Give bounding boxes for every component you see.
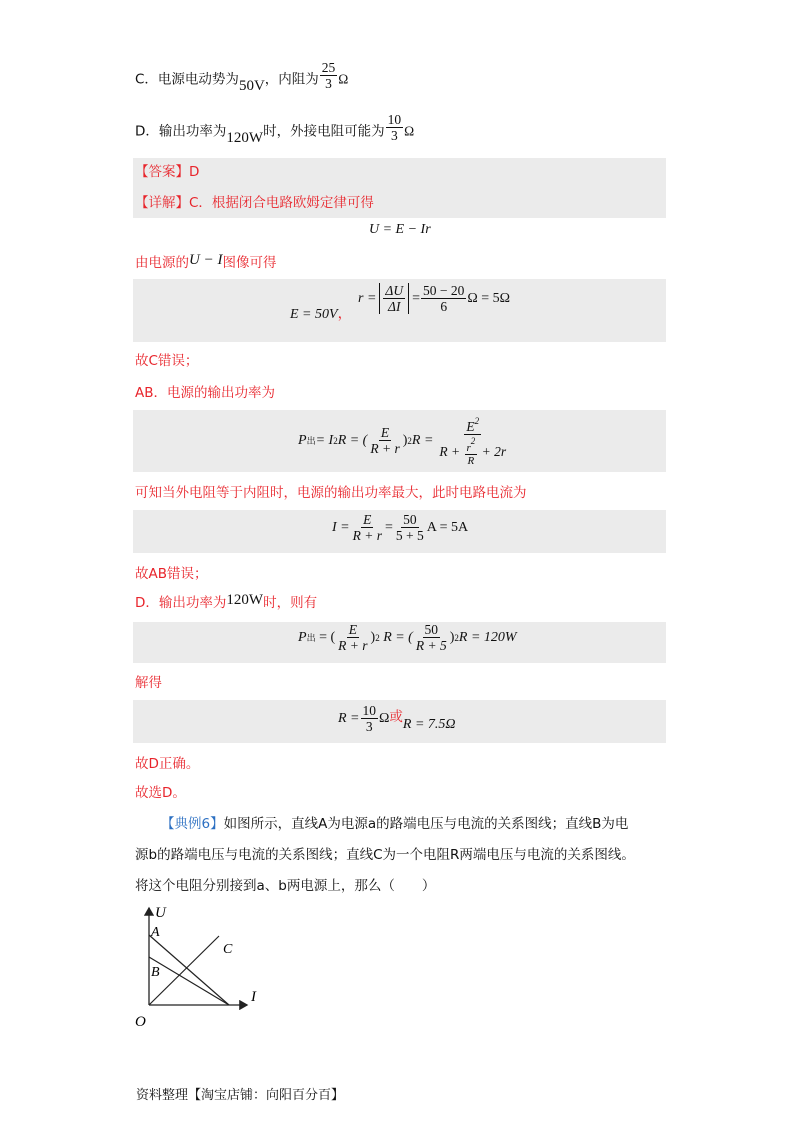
max-power-line: 可知当外电阻等于内阻时，电源的输出功率最大，此时电路电流为 (135, 485, 527, 501)
equation-emf (290, 303, 352, 323)
c-wrong: 故C错误； (135, 353, 199, 369)
answer-value: D (189, 164, 200, 180)
d-prefix: D．输出功率为 (135, 595, 227, 611)
d-line (135, 594, 317, 612)
option-c-emf: 50V (238, 77, 265, 94)
answer-label: 【答案】 (135, 164, 189, 180)
option-c-unit: Ω (338, 71, 349, 87)
a-label: A (151, 925, 160, 940)
ab-wrong: 故AB错误； (135, 566, 208, 582)
three-den: 3 (365, 719, 373, 734)
option-c-fraction (320, 60, 338, 91)
equation-output-power: P 出 = I 2 R = ( $\frac{E}{R + r}$ ) 2 R = $E^2$ R + $\frac{r^2}{R}$ + 2r (298, 416, 507, 467)
option-d (135, 112, 415, 147)
sum-den: 5 + 5 (395, 528, 424, 543)
r-eq: R = (411, 432, 434, 448)
option-d-mid: 时，外接电阻可能为 (263, 123, 385, 140)
equation-resistance: r = $\frac{\Delta U}{\Delta I}$ = $\frac{50 - 20}{6}$ Ω = 5Ω (358, 283, 511, 314)
i-lhs: I = (332, 519, 350, 535)
answer-line (135, 163, 199, 181)
or-word: 或 (389, 708, 403, 725)
r-lhs: R = (338, 710, 360, 726)
fifty-num: 50 (403, 512, 417, 527)
ten-num: 10 (362, 703, 376, 718)
example-text-3: 将这个电阻分别接到a、b两电源上，那么（ ） (135, 878, 436, 894)
ui-graph (125, 900, 275, 1035)
rr-den: R + r (352, 528, 382, 543)
d-suffix: 时，则有 (263, 595, 318, 611)
r-result: Ω = 5Ω (467, 290, 511, 306)
line-b (149, 957, 229, 1005)
i-label: I (251, 989, 256, 1005)
p-symbol: P (298, 629, 307, 645)
ui-prefix: 由电源的 (135, 255, 189, 271)
detail-text: C．根据闭合电路欧姆定律可得 (189, 195, 374, 211)
option-c-prefix: C．电源电动势为 (135, 71, 239, 88)
equals: = (384, 519, 393, 535)
choose-d: 故选D。 (135, 785, 186, 801)
origin-label: O (135, 1014, 146, 1030)
e-num: E (380, 425, 390, 440)
r5-den: R + 5 (415, 638, 447, 653)
frac-num: 10 (387, 112, 402, 127)
frac-num: 25 (321, 60, 336, 75)
r-alt: R = 7.5Ω (402, 716, 456, 732)
e-num: E (363, 512, 372, 527)
ui-graph-line (135, 254, 276, 272)
equation-current (332, 512, 468, 543)
rr-den: R + r (338, 638, 368, 653)
u-label: U (155, 905, 166, 921)
emf-sep: ， (337, 307, 352, 322)
example-tag: 【典例6】 (161, 816, 224, 832)
i-result: A = 5A (426, 519, 469, 535)
ohm-unit: Ω (379, 710, 390, 726)
emf-value: E = 50V (290, 307, 338, 322)
option-c (135, 60, 349, 95)
i-term: = I (315, 432, 334, 448)
delta-i: ΔI (388, 299, 401, 314)
power-result: R = 120W (458, 629, 517, 645)
detail-line (135, 194, 374, 212)
paren-close: ) (402, 432, 408, 448)
r-den: R (467, 455, 475, 467)
option-d-power: 120W (226, 129, 264, 146)
example-line-1 (161, 815, 628, 833)
e-num: E (348, 622, 357, 637)
equation-ohm: U = E − Ir (369, 222, 431, 237)
ab-line: AB．电源的输出功率为 (135, 385, 275, 401)
example-text-2: 源b的路端电压与电流的关系图线；直线C为一个电阻R两端电压与电流的关系图线。 (135, 847, 635, 863)
delta-u: ΔU (385, 283, 404, 298)
abs-bars (379, 283, 409, 314)
r-term: R = ( (337, 432, 368, 448)
fifty-num: 50 (424, 622, 439, 637)
r2-num: r (466, 442, 471, 454)
option-c-mid: ，内阻为 (264, 71, 319, 88)
line-a (149, 935, 229, 1005)
d-power: 120W (226, 592, 264, 608)
frac-den: 3 (390, 128, 398, 143)
frac-den: 3 (325, 76, 332, 91)
num-diff: 50 − 20 (423, 283, 465, 298)
detail-label: 【详解】 (135, 195, 189, 211)
p-symbol: P (298, 432, 307, 448)
option-d-fraction (386, 112, 404, 143)
equation-power-120: P 出 = ( $\frac{E}{R + r}$ ) 2 R = ( $\frac{50}{R + 5}$ ) 2 R = 120W (298, 622, 517, 653)
example-text-1: 如图所示，直线A为电源a的路端电压与电流的关系图线；直线B为电 (223, 816, 629, 832)
c-label: C (223, 942, 233, 957)
ui-symbol: U − I (189, 252, 223, 268)
footer-source: 资料整理【淘宝店铺：向阳百分百】 (136, 1088, 345, 1103)
r-lhs: r = (358, 290, 377, 306)
den-six: 6 (440, 299, 448, 314)
p-sub: 出 (306, 633, 316, 643)
d-correct: 故D正确。 (135, 756, 200, 772)
p-sub: 出 (306, 436, 316, 446)
option-d-prefix: D．输出功率为 (135, 123, 227, 140)
solve-label: 解得 (135, 675, 162, 691)
rr-den: R + r (370, 441, 400, 456)
b-label: B (151, 965, 160, 980)
option-d-unit: Ω (404, 123, 415, 139)
e2-num: E (466, 419, 475, 434)
equation-resistance-solutions (338, 703, 456, 734)
ui-suffix: 图像可得 (222, 255, 277, 271)
